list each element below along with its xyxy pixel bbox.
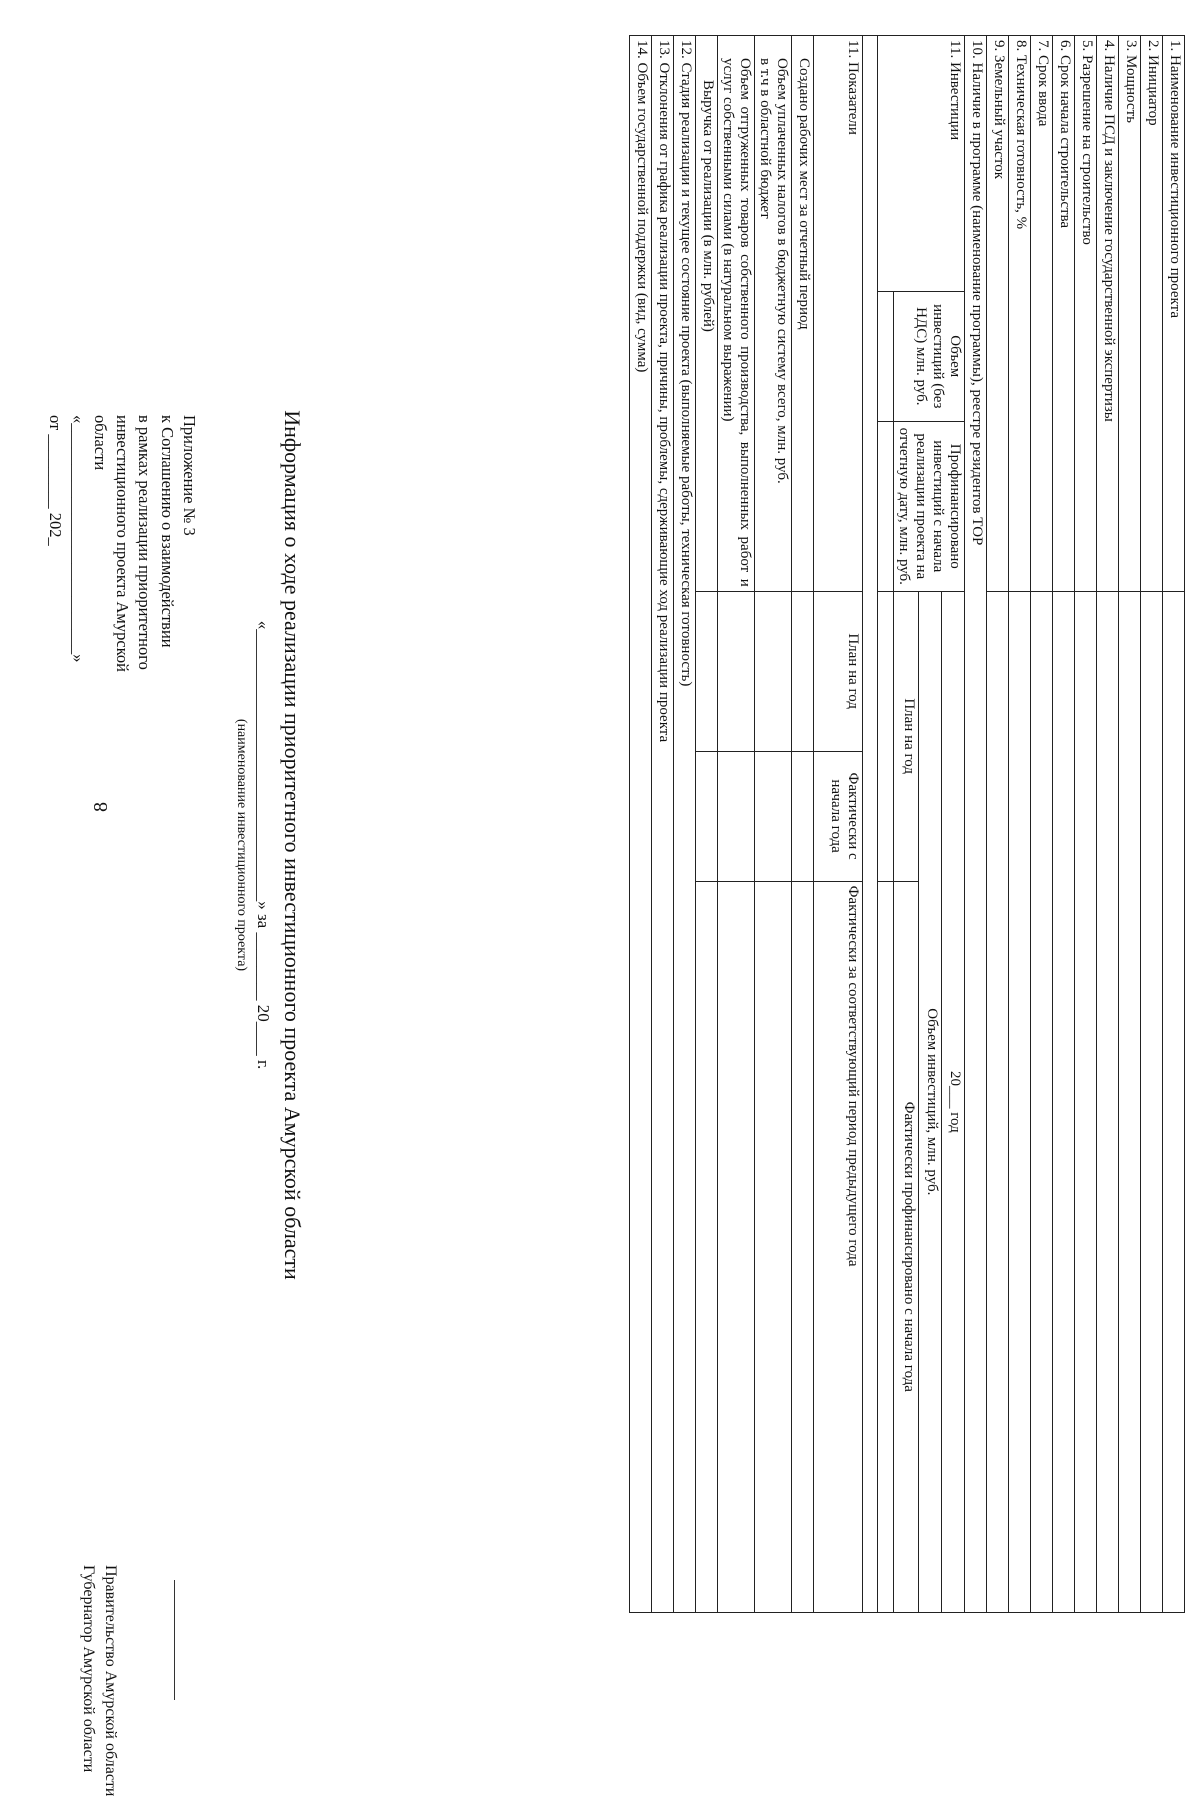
row-commissioning: 7. Срок ввода: [1031, 36, 1053, 592]
cell-value[interactable]: [1141, 591, 1163, 1612]
signature-block: [76, 1565, 121, 1796]
project-report-table: [629, 35, 1185, 1613]
row-capacity: 3. Мощность: [1119, 36, 1141, 592]
cell-value[interactable]: [718, 881, 755, 1612]
cell-value[interactable]: [696, 881, 718, 1612]
indicators-fact-header: Фактически с начала года: [814, 751, 863, 881]
cell-value[interactable]: [792, 881, 814, 1612]
row-taxes: [755, 36, 792, 592]
row-initiator: 2. Инициатор: [1141, 36, 1163, 592]
row-construction-start: 6. Срок начала строительства: [1053, 36, 1075, 592]
cell-value[interactable]: [878, 591, 894, 881]
appendix-line: инвестиционного проекта Амурской: [113, 415, 133, 672]
appendix-date-line: «____________________________»: [68, 415, 88, 663]
cell-value[interactable]: [878, 421, 894, 591]
cell-value[interactable]: [755, 881, 792, 1612]
invest-vol-no-vat-header: Объем инвестиций (без НДС) млн. руб.: [894, 291, 965, 421]
cell-value[interactable]: [1075, 591, 1097, 1612]
appendix-line: к Соглашению о взаимодействии: [157, 415, 177, 648]
document-title: Информация о ходе реализации приоритетного инвестиционного проекта Амурской области: [280, 410, 305, 1280]
cell-value[interactable]: [987, 591, 1009, 1612]
cell-value[interactable]: [1009, 591, 1031, 1612]
row-state-support: 14. Объем государственной поддержки (вид, сумма): [630, 36, 652, 1613]
cell-value[interactable]: [792, 591, 814, 751]
row-stage: 12. Стадия реализации и текущее состояние проекта (выполняемые работы, техническая готовность): [674, 36, 696, 1613]
appendix-line: Приложение № 3: [180, 415, 199, 536]
spacer-row: [863, 36, 878, 1613]
invest-label: 11. Инвестиции: [878, 36, 965, 292]
row-program-registry: 10. Наличие в программе (наименование программы), реестре резидентов ТОР: [965, 36, 987, 1613]
row-project-name: 1. Наименование инвестиционного проекта: [1163, 36, 1185, 592]
rotated-document-page: [46, 35, 1185, 1796]
invest-plan-year-header: План на год: [894, 591, 919, 881]
row-build-permit: 5. Разрешение на строительство: [1075, 36, 1097, 592]
row-deviations: 13. Отклонения от графика реализации проекта, причины, проблемы, сдерживающие ход реализации проекта: [652, 36, 674, 1613]
taxes-regional-text: в т.ч в областной бюджет: [757, 58, 773, 219]
row-land-plot: 9. Земельный участок: [987, 36, 1009, 592]
cell-value[interactable]: [696, 751, 718, 881]
row-design-docs: 4. Наличие ПСД и заключение государственной экспертизы: [1097, 36, 1119, 592]
cell-value[interactable]: [1053, 591, 1075, 1612]
cell-value[interactable]: [1163, 591, 1185, 1612]
appendix-block: [44, 415, 200, 675]
indicators-label: 11. Показатели: [814, 36, 863, 592]
signature-title: Губернатор Амурской области: [79, 1565, 97, 1773]
row-shipped-goods: Объем отгруженных товаров собственного производства, выполненных работ и услуг собственными силами (в натуральном выражении): [718, 36, 755, 592]
cell-value[interactable]: [755, 591, 792, 751]
row-tech-readiness: 8. Техническая готовность, %: [1009, 36, 1031, 592]
cell-value[interactable]: [878, 881, 894, 1612]
invest-financed-ytd-header: Фактически профинансировано с начала года: [894, 881, 919, 1612]
cell-value[interactable]: [1119, 591, 1141, 1612]
indicators-plan-header: План на год: [814, 591, 863, 751]
page-number: 8: [90, 802, 112, 812]
signature-org: Правительство Амурской области: [102, 1565, 119, 1796]
cell-value[interactable]: [718, 591, 755, 751]
project-name-note: (наименование инвестиционного проекта): [234, 718, 249, 972]
invest-financed-header: Профинансировано инвестиций с начала реализации проекта на отчетную дату, млн. руб.: [894, 421, 965, 591]
appendix-line: в рамках реализации приоритетного: [135, 415, 155, 670]
cell-value[interactable]: [718, 751, 755, 881]
cell-value[interactable]: [1097, 591, 1119, 1612]
appendix-from-line: от _________ 202_: [46, 415, 66, 546]
cell-value[interactable]: [878, 291, 894, 421]
appendix-line: области: [90, 415, 110, 471]
row-revenue: Выручка от реализации (в млн. рублей): [696, 36, 718, 592]
invest-vol-mln-header: Объем инвестиций, млн. руб.: [919, 591, 942, 1612]
invest-year-header: 20___ год: [942, 591, 965, 1612]
cell-value[interactable]: [755, 751, 792, 881]
project-period-line: «________________________________» за ________ 20____ г.: [254, 620, 273, 1070]
cell-value[interactable]: [696, 591, 718, 751]
indicators-prev-header: Фактически за соответствующий период предыдущего года: [814, 881, 863, 1612]
signature-line: [174, 1580, 175, 1700]
cell-value[interactable]: [792, 751, 814, 881]
cell-value[interactable]: [1031, 591, 1053, 1612]
row-jobs: Создано рабочих мест за отчетный период: [792, 36, 814, 592]
taxes-text: Объем уплаченных налогов в бюджетную систему всего, млн. руб.: [774, 58, 790, 484]
